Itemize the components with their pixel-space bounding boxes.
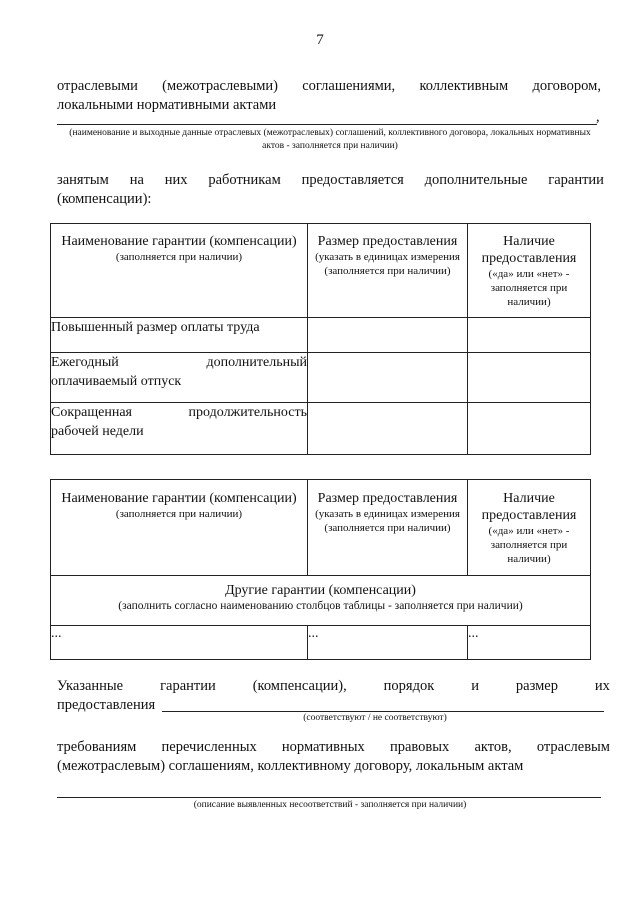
requirements-line-1 — [57, 738, 610, 757]
lead-line-2: (компенсации): — [57, 191, 152, 207]
conclusion-word: (компенсации), — [252, 678, 347, 694]
row-name: Сокращенная продолжительность рабочей недели — [51, 403, 308, 455]
row-size-cell[interactable] — [308, 403, 468, 455]
requirements-word: требованиям — [57, 739, 137, 755]
requirements-word: перечисленных — [161, 739, 257, 755]
conclusion-line-1 — [57, 677, 610, 696]
intro-line-2: локальными нормативными актами — [57, 97, 277, 113]
header-name: Наименование гарантии (компенсации) (заполняется при наличии) — [51, 480, 308, 576]
row-name: Ежегодный дополнительный оплачиваемый отпуск — [51, 353, 308, 403]
lead-word: работникам — [208, 172, 281, 188]
header-availability: Наличие предоставления («да» или «нет» - заполняется при наличии) — [468, 224, 591, 318]
header-size: Размер предоставления (указать в единицах измерения (заполняется при наличии) — [308, 480, 468, 576]
header-availability: Наличие предоставления («да» или «нет» - заполняется при наличии) — [468, 480, 591, 576]
intro-fill-line[interactable] — [57, 124, 597, 125]
requirements-fill-line[interactable] — [57, 797, 601, 798]
table-row — [51, 318, 591, 353]
lead-word: них — [164, 172, 188, 188]
requirements-paragraph — [57, 738, 610, 776]
intro-word: отраслевыми — [57, 78, 138, 94]
table-row — [51, 626, 591, 660]
row-availability-cell[interactable] — [468, 403, 591, 455]
conclusion-word: порядок — [383, 678, 435, 694]
intro-caption: (наименование и выходные данные отраслевых (межотраслевых) соглашений, коллективного договора, локальных нормативных актов - заполняется при наличии) — [69, 128, 591, 151]
table-row — [51, 403, 591, 455]
conclusion-word: их — [594, 678, 610, 694]
intro-paragraph — [57, 77, 601, 115]
dots-cell[interactable]: ... — [51, 626, 308, 660]
lead-word: на — [129, 172, 144, 188]
intro-word: соглашениями, — [302, 78, 396, 94]
requirements-caption: (описание выявленных несоответствий - заполняется при наличии) — [193, 800, 467, 810]
requirements-word: отраслевым — [536, 739, 610, 755]
lead-word: дополнительные — [424, 172, 528, 188]
conclusion-caption: (соответствуют / не соответствуют) — [303, 713, 447, 723]
row-availability-cell[interactable] — [468, 353, 591, 403]
requirements-word: правовых — [389, 739, 450, 755]
lead-paragraph — [57, 171, 604, 209]
row-size-cell[interactable] — [308, 353, 468, 403]
table-row — [51, 353, 591, 403]
intro-line-1 — [57, 77, 601, 96]
table-header-row — [51, 224, 591, 318]
other-guarantees-row — [51, 576, 591, 626]
intro-word: (межотраслевыми) — [162, 78, 278, 94]
other-guarantees-heading: Другие гарантии (компенсации) (заполнить согласно наименованию столбцов таблицы - заполняется при наличии) — [51, 576, 591, 626]
page-number: 7 — [316, 32, 324, 48]
other-guarantees-table — [50, 479, 591, 660]
lead-line-1 — [57, 171, 604, 190]
lead-word: предоставляется — [301, 172, 404, 188]
table-header-row — [51, 480, 591, 576]
lead-word: гарантии — [548, 172, 604, 188]
lead-word: занятым — [57, 172, 109, 188]
conclusion-word: и — [471, 678, 479, 694]
dots-cell[interactable]: ... — [308, 626, 468, 660]
row-availability-cell[interactable] — [468, 318, 591, 353]
requirements-word: актов, — [474, 739, 512, 755]
intro-word: договором, — [532, 78, 601, 94]
row-size-cell[interactable] — [308, 318, 468, 353]
row-name: Повышенный размер оплаты труда — [51, 318, 308, 353]
header-name: Наименование гарантии (компенсации) (заполняется при наличии) — [51, 224, 308, 318]
conclusion-word: гарантии — [160, 678, 216, 694]
conclusion-paragraph — [57, 677, 610, 715]
dots-cell[interactable]: ... — [468, 626, 591, 660]
intro-word: коллективным — [419, 78, 509, 94]
conclusion-line-2: предоставления — [57, 697, 156, 713]
requirements-word: нормативных — [281, 739, 365, 755]
conclusion-word: Указанные — [57, 678, 124, 694]
intro-comma: , — [596, 109, 600, 125]
header-size: Размер предоставления (указать в единицах измерения (заполняется при наличии) — [308, 224, 468, 318]
guarantees-table — [50, 223, 591, 455]
conclusion-word: размер — [515, 678, 558, 694]
requirements-line-2: (межотраслевым) соглашениям, коллективному договору, локальным актам — [57, 758, 524, 774]
